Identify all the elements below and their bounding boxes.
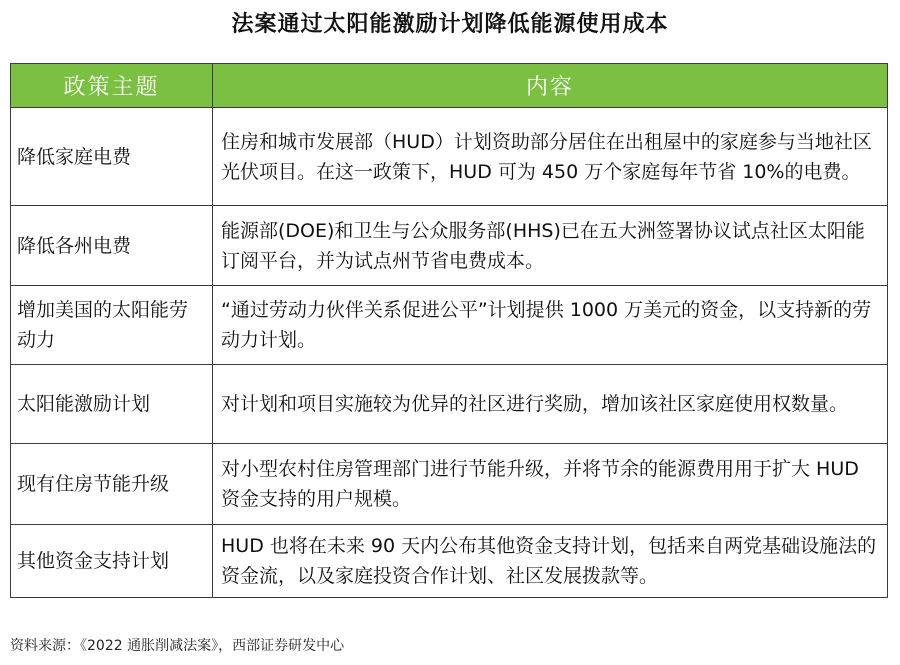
table-row	[11, 108, 888, 206]
policy-topic-cell: 降低家庭电费	[11, 108, 213, 206]
source-note: 资料来源：《2022 通胀削减法案》，西部证券研发中心	[10, 638, 345, 654]
policy-topic-cell: 增加美国的太阳能劳动力	[11, 286, 213, 365]
policy-content-cell: 住房和城市发展部（HUD）计划资助部分居住在出租屋中的家庭参与当地社区光伏项目。在这一政策下，HUD 可为 450 万个家庭每年节省 10%的电费。	[213, 108, 888, 206]
column-header-topic: 政策主题	[11, 64, 213, 108]
table-row	[11, 365, 888, 444]
policy-content-cell: HUD 也将在未来 90 天内公布其他资金支持计划，包括来自两党基础设施法的资金流，以及家庭投资合作计划、社区发展拨款等。	[213, 525, 888, 598]
table-header-row	[11, 64, 888, 108]
column-header-content: 内容	[213, 64, 888, 108]
policy-content-cell: “通过劳动力伙伴关系促进公平”计划提供 1000 万美元的资金，以支持新的劳动力计划。	[213, 286, 888, 365]
policy-topic-cell: 现有住房节能升级	[11, 444, 213, 525]
table-row	[11, 444, 888, 525]
policy-content-cell: 对小型农村住房管理部门进行节能升级，并将节余的能源费用用于扩大 HUD 资金支持的用户规模。	[213, 444, 888, 525]
policy-topic-cell: 太阳能激励计划	[11, 365, 213, 444]
page-title: 法案通过太阳能激励计划降低能源使用成本	[231, 12, 669, 37]
table-row	[11, 525, 888, 598]
table-row	[11, 206, 888, 286]
policy-topic-cell: 其他资金支持计划	[11, 525, 213, 598]
policy-table	[10, 63, 888, 598]
table-row	[11, 286, 888, 365]
policy-content-cell: 对计划和项目实施较为优异的社区进行奖励，增加该社区家庭使用权数量。	[213, 365, 888, 444]
policy-content-cell: 能源部(DOE)和卫生与公众服务部(HHS)已在五大洲签署协议试点社区太阳能订阅平台，并为试点州节省电费成本。	[213, 206, 888, 286]
policy-topic-cell: 降低各州电费	[11, 206, 213, 286]
